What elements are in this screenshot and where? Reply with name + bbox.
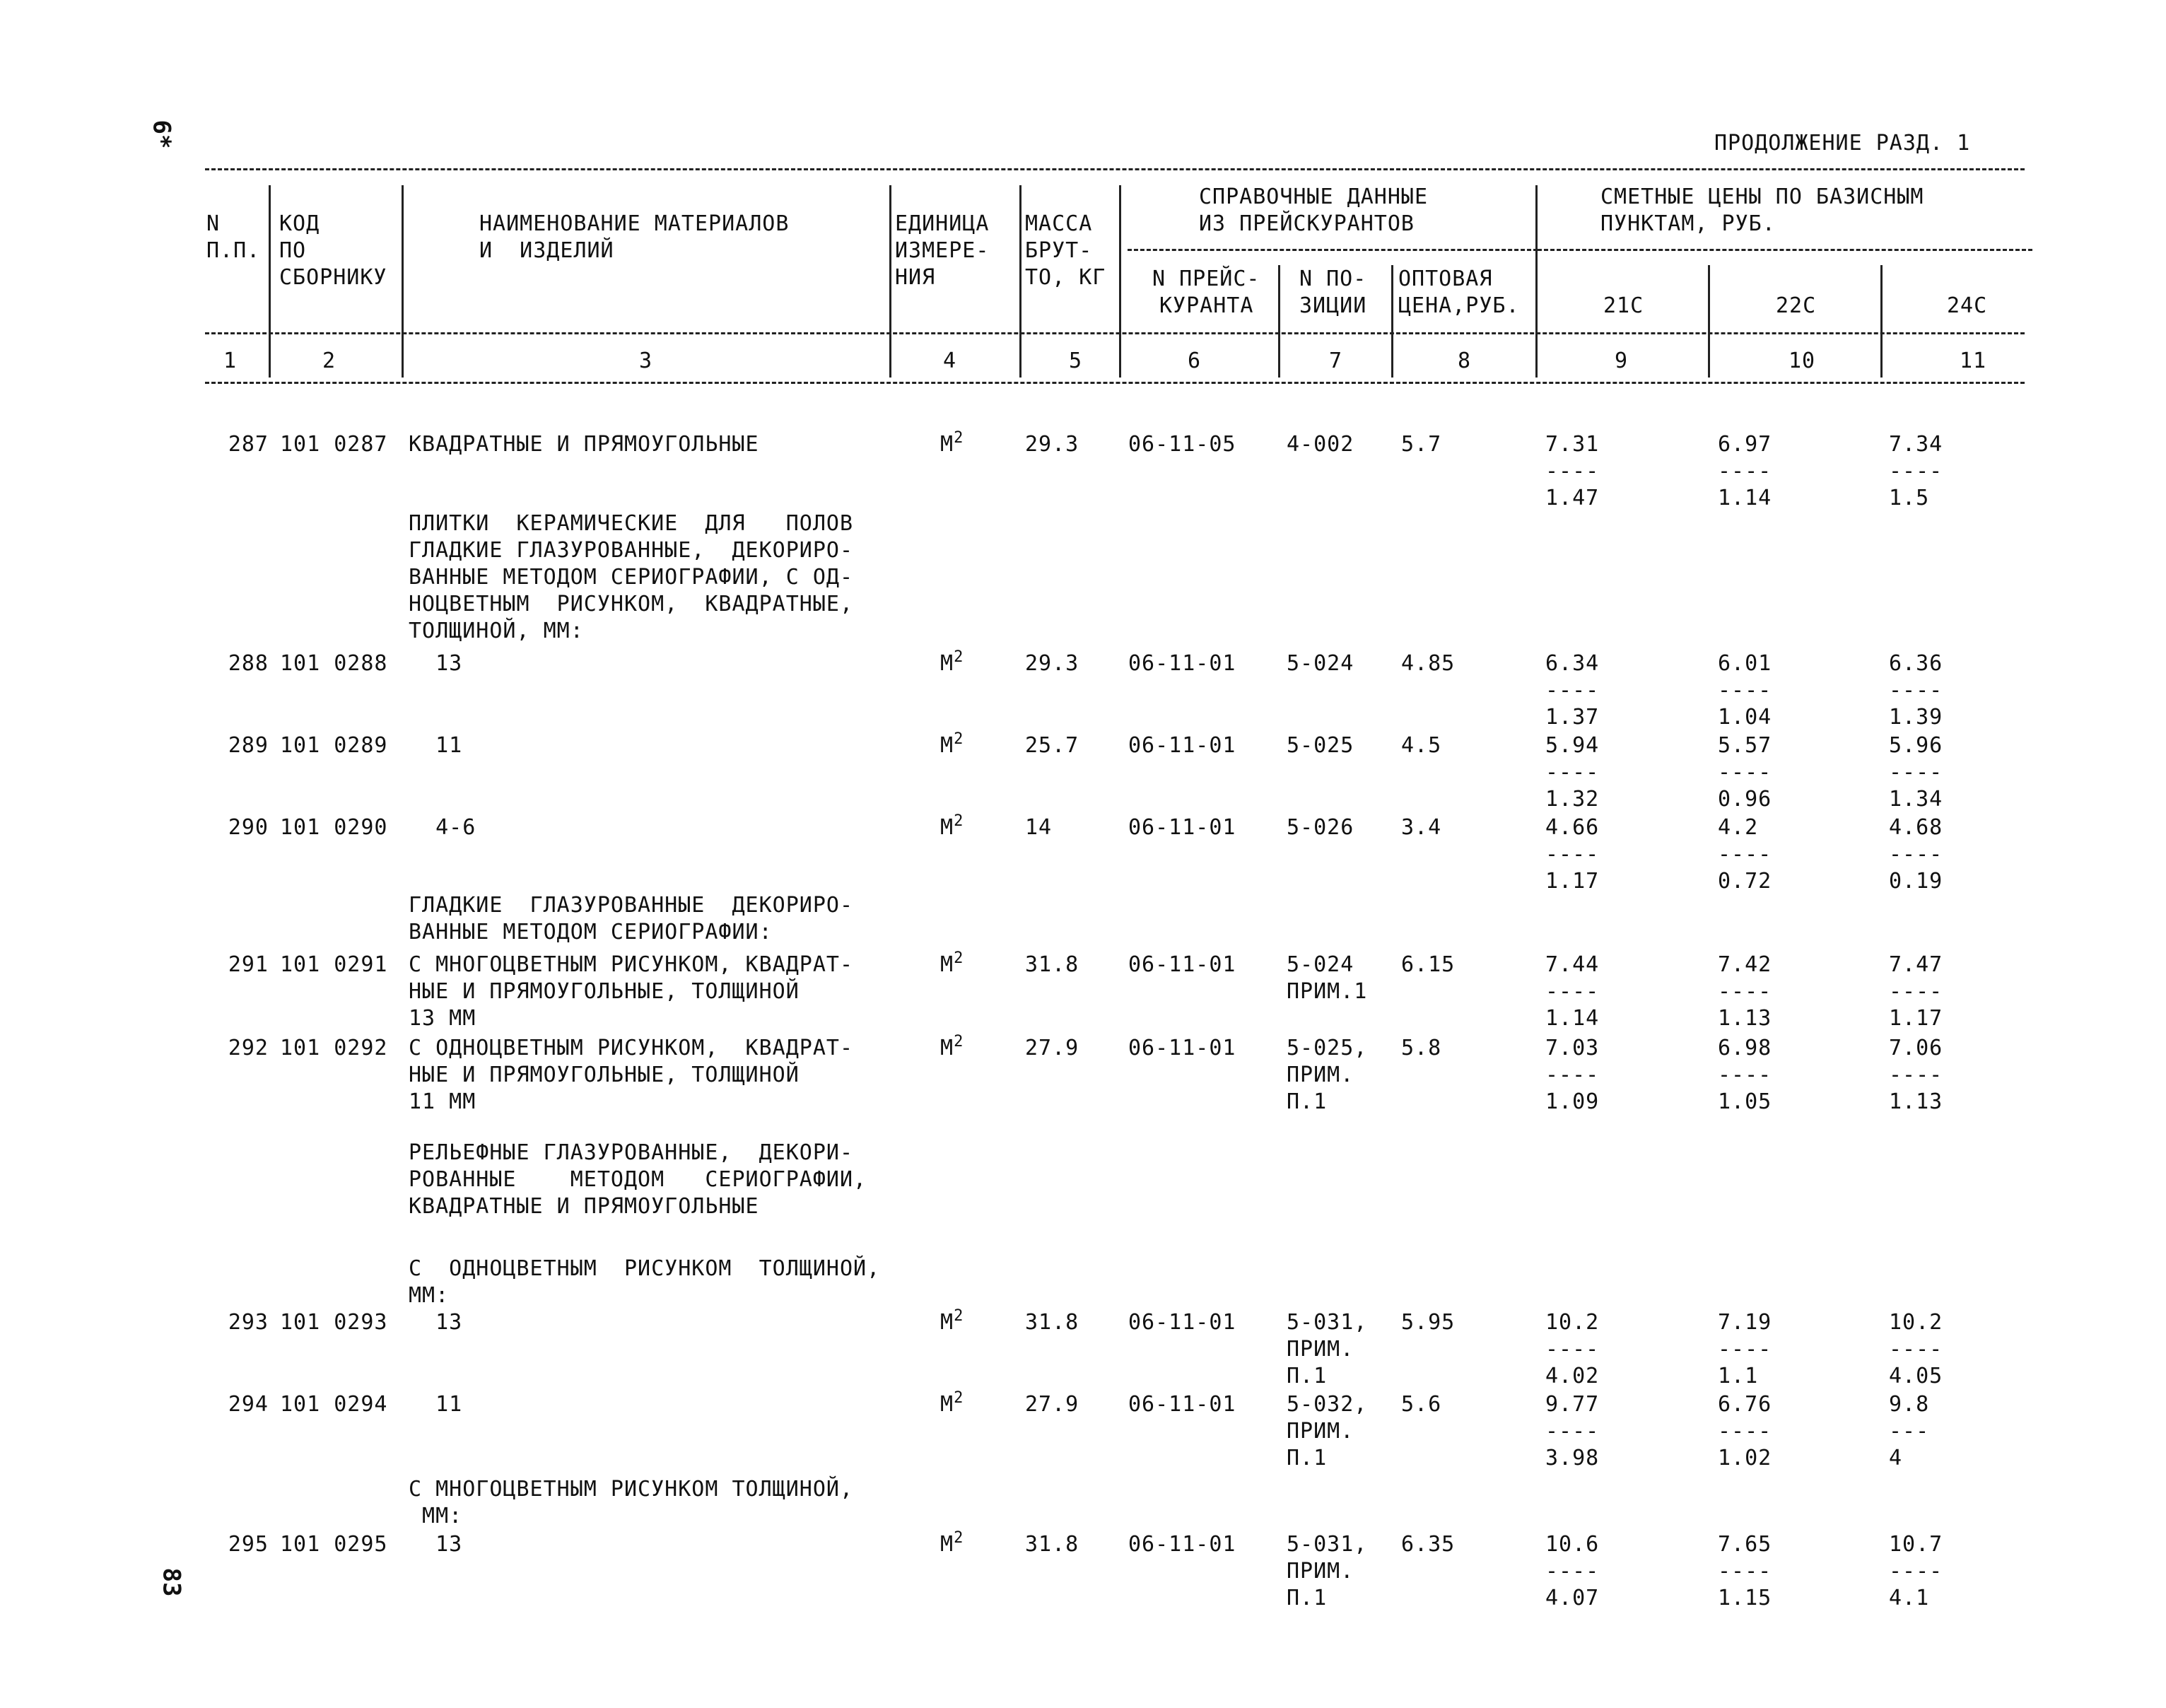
col-number: 6 bbox=[1188, 349, 1202, 373]
row-number: 295 bbox=[228, 1532, 269, 1557]
header-col4-line1: ЕДИНИЦА bbox=[895, 211, 990, 236]
row-name: НЫЕ И ПРЯМОУГОЛЬНЫЕ, ТОЛЩИНОЙ bbox=[409, 1063, 800, 1087]
row-number: 292 bbox=[228, 1036, 269, 1060]
row-price-p22: ---- bbox=[1718, 979, 1772, 1004]
row-name: НЫЕ И ПРЯМОУГОЛЬНЫЕ, ТОЛЩИНОЙ bbox=[409, 979, 800, 1004]
header-divider bbox=[269, 185, 271, 378]
row-price-p22: 6.76 bbox=[1718, 1392, 1772, 1417]
row-code: 101 0295 bbox=[280, 1532, 388, 1557]
row-pricelist-number: 06-11-01 bbox=[1128, 1310, 1236, 1335]
col-number: 8 bbox=[1458, 349, 1472, 373]
row-price-p24: 0.19 bbox=[1889, 869, 1943, 894]
header-col6-line2: КУРАНТА bbox=[1159, 293, 1254, 318]
row-price-p22: ---- bbox=[1718, 760, 1772, 785]
group-note: РЕЛЬЕФНЫЕ ГЛАЗУРОВАННЫЕ, ДЕКОРИ- bbox=[409, 1140, 854, 1165]
row-name: 11 bbox=[409, 1392, 463, 1417]
row-number: 289 bbox=[228, 733, 269, 758]
header-col11: 24С bbox=[1947, 293, 1988, 318]
row-pricelist-number: 06-11-01 bbox=[1128, 952, 1236, 977]
row-pricelist-number: 06-11-01 bbox=[1128, 1392, 1236, 1417]
row-wholesale-price: 6.35 bbox=[1401, 1532, 1456, 1557]
row-price-p21: ---- bbox=[1545, 760, 1600, 785]
row-price-p22: ---- bbox=[1718, 459, 1772, 484]
group2-rule bbox=[1538, 249, 2032, 251]
row-price-p22: 6.01 bbox=[1718, 651, 1772, 676]
row-pricelist-number: 06-11-01 bbox=[1128, 733, 1236, 758]
row-pricelist-number: 06-11-05 bbox=[1128, 432, 1236, 457]
row-price-p24: 4 bbox=[1889, 1446, 1903, 1470]
row-price-p21: 7.44 bbox=[1545, 952, 1600, 977]
row-price-p22: ---- bbox=[1718, 1063, 1772, 1087]
row-name: 11 ММ bbox=[409, 1089, 476, 1114]
row-position: 5-024 bbox=[1287, 651, 1354, 676]
row-price-p24: ---- bbox=[1889, 459, 1943, 484]
row-price-p21: 5.94 bbox=[1545, 733, 1600, 758]
row-price-p22: ---- bbox=[1718, 1559, 1772, 1584]
row-mass: 14 bbox=[1025, 815, 1053, 840]
row-code: 101 0292 bbox=[280, 1036, 388, 1060]
row-price-p21: ---- bbox=[1545, 459, 1600, 484]
row-price-p21: 3.98 bbox=[1545, 1446, 1600, 1470]
row-price-p24: 7.34 bbox=[1889, 432, 1943, 457]
row-price-p21: ---- bbox=[1545, 1559, 1600, 1584]
row-price-p21: 1.47 bbox=[1545, 486, 1600, 510]
row-price-p21: ---- bbox=[1545, 842, 1600, 867]
row-price-p21: ---- bbox=[1545, 678, 1600, 703]
header-top-rule bbox=[205, 168, 2025, 170]
row-price-p21: 1.37 bbox=[1545, 705, 1600, 730]
row-price-p24: ---- bbox=[1889, 1559, 1943, 1584]
group-note: С МНОГОЦВЕТНЫМ РИСУНКОМ ТОЛЩИНОЙ, bbox=[409, 1477, 854, 1502]
row-price-p22: 1.15 bbox=[1718, 1586, 1772, 1610]
row-price-p21: ---- bbox=[1545, 979, 1600, 1004]
row-price-p22: 7.42 bbox=[1718, 952, 1772, 977]
row-price-p24: 4.05 bbox=[1889, 1364, 1943, 1388]
row-mass: 29.3 bbox=[1025, 651, 1079, 676]
row-mass: 31.8 bbox=[1025, 952, 1079, 977]
col-number: 7 bbox=[1329, 349, 1343, 373]
row-price-p22: 6.97 bbox=[1718, 432, 1772, 457]
row-price-p21: 1.32 bbox=[1545, 787, 1600, 812]
row-price-p22: ---- bbox=[1718, 842, 1772, 867]
row-code: 101 0287 bbox=[280, 432, 388, 457]
row-pricelist-number: 06-11-01 bbox=[1128, 1036, 1236, 1060]
row-code: 101 0290 bbox=[280, 815, 388, 840]
row-price-p22: 0.96 bbox=[1718, 787, 1772, 812]
group-note: КВАДРАТНЫЕ И ПРЯМОУГОЛЬНЫЕ bbox=[409, 1194, 759, 1219]
row-pricelist-number: 06-11-01 bbox=[1128, 1532, 1236, 1557]
row-wholesale-price: 5.95 bbox=[1401, 1310, 1456, 1335]
row-wholesale-price: 5.8 bbox=[1401, 1036, 1442, 1060]
row-code: 101 0293 bbox=[280, 1310, 388, 1335]
row-position: ПРИМ. bbox=[1287, 1559, 1354, 1584]
row-name: С ОДНОЦВЕТНЫМ РИСУНКОМ, КВАДРАТ- bbox=[409, 1036, 854, 1060]
header-divider bbox=[1391, 265, 1393, 378]
row-name: С МНОГОЦВЕТНЫМ РИСУНКОМ, КВАДРАТ- bbox=[409, 952, 854, 977]
row-wholesale-price: 5.6 bbox=[1401, 1392, 1442, 1417]
row-name: 13 bbox=[409, 651, 463, 676]
row-wholesale-price: 3.4 bbox=[1401, 815, 1442, 840]
header-col4-line2: ИЗМЕРЕ- bbox=[895, 238, 990, 263]
row-price-p22: 1.02 bbox=[1718, 1446, 1772, 1470]
row-price-p21: 4.02 bbox=[1545, 1364, 1600, 1388]
col-number: 2 bbox=[322, 349, 336, 373]
group-note: ВАННЫЕ МЕТОДОМ СЕРИОГРАФИИ: bbox=[409, 920, 773, 944]
header-col4-line3: НИЯ bbox=[895, 265, 936, 290]
col-number: 10 bbox=[1789, 349, 1816, 373]
row-price-p24: 4.68 bbox=[1889, 815, 1943, 840]
row-position: ПРИМ. bbox=[1287, 1419, 1354, 1444]
row-price-p21: 1.17 bbox=[1545, 869, 1600, 894]
row-price-p24: 1.39 bbox=[1889, 705, 1943, 730]
row-price-p24: ---- bbox=[1889, 1063, 1943, 1087]
row-price-p21: 7.31 bbox=[1545, 432, 1600, 457]
row-number: 287 bbox=[228, 432, 269, 457]
header-col7-line1: N ПО- bbox=[1299, 267, 1367, 291]
row-price-p24: --- bbox=[1889, 1419, 1930, 1444]
row-price-p21: 1.09 bbox=[1545, 1089, 1600, 1114]
row-name: 11 bbox=[409, 733, 463, 758]
group-note: ММ: bbox=[409, 1283, 450, 1308]
row-unit: $М^2$ bbox=[940, 648, 964, 676]
header-col1-line2: П.П. bbox=[206, 238, 261, 263]
row-name: 4-6 bbox=[409, 815, 476, 840]
row-price-p22: 1.1 bbox=[1718, 1364, 1759, 1388]
row-mass: 31.8 bbox=[1025, 1310, 1079, 1335]
row-price-p21: 4.66 bbox=[1545, 815, 1600, 840]
row-position: 5-025, bbox=[1287, 1036, 1368, 1060]
row-price-p24: 10.2 bbox=[1889, 1310, 1943, 1335]
col-number: 1 bbox=[223, 349, 238, 373]
group-note: С ОДНОЦВЕТНЫМ РИСУНКОМ ТОЛЩИНОЙ, bbox=[409, 1256, 881, 1281]
row-price-p24: 10.7 bbox=[1889, 1532, 1943, 1557]
row-number: 291 bbox=[228, 952, 269, 977]
row-price-p21: 6.34 bbox=[1545, 651, 1600, 676]
row-price-p21: 7.03 bbox=[1545, 1036, 1600, 1060]
row-price-p24: 1.13 bbox=[1889, 1089, 1943, 1114]
row-price-p24: ---- bbox=[1889, 842, 1943, 867]
row-pricelist-number: 06-11-01 bbox=[1128, 815, 1236, 840]
row-wholesale-price: 5.7 bbox=[1401, 432, 1442, 457]
row-position: ПРИМ.1 bbox=[1287, 979, 1368, 1004]
row-name: 13 bbox=[409, 1310, 463, 1335]
row-position: П.1 bbox=[1287, 1446, 1328, 1470]
row-price-p22: ---- bbox=[1718, 1337, 1772, 1362]
row-price-p24: 1.17 bbox=[1889, 1006, 1943, 1031]
header-col3-line1: НАИМЕНОВАНИЕ МАТЕРИАЛОВ bbox=[479, 211, 790, 236]
row-position: ПРИМ. bbox=[1287, 1337, 1354, 1362]
row-number: 288 bbox=[228, 651, 269, 676]
header-divider bbox=[1708, 265, 1710, 378]
row-price-p24: 9.8 bbox=[1889, 1392, 1930, 1417]
col-number: 9 bbox=[1615, 349, 1629, 373]
header-col8-line2: ЦЕНА,РУБ. bbox=[1398, 293, 1520, 318]
row-price-p22: 6.98 bbox=[1718, 1036, 1772, 1060]
header-divider bbox=[889, 185, 891, 378]
row-wholesale-price: 4.5 bbox=[1401, 733, 1442, 758]
row-price-p24: ---- bbox=[1889, 979, 1943, 1004]
row-price-p21: ---- bbox=[1545, 1337, 1600, 1362]
row-position: 5-024 bbox=[1287, 952, 1354, 977]
group-note: НОЦВЕТНЫМ РИСУНКОМ, КВАДРАТНЫЕ, bbox=[409, 592, 854, 616]
header-group2-line2: ПУНКТАМ, РУБ. bbox=[1600, 211, 1776, 236]
row-number: 294 bbox=[228, 1392, 269, 1417]
row-position: П.1 bbox=[1287, 1364, 1328, 1388]
row-position: ПРИМ. bbox=[1287, 1063, 1354, 1087]
col-number: 11 bbox=[1960, 349, 1987, 373]
header-group2-line1: СМЕТНЫЕ ЦЕНЫ ПО БАЗИСНЫМ bbox=[1600, 185, 1924, 209]
header-col10: 22С bbox=[1776, 293, 1817, 318]
row-price-p22: 1.13 bbox=[1718, 1006, 1772, 1031]
group-note: ГЛАДКИЕ ГЛАЗУРОВАННЫЕ, ДЕКОРИРО- bbox=[409, 538, 854, 563]
row-price-p24: 7.47 bbox=[1889, 952, 1943, 977]
row-code: 101 0289 bbox=[280, 733, 388, 758]
header-col3-line2: И ИЗДЕЛИЙ bbox=[479, 238, 614, 263]
header-col5-line3: ТО, КГ bbox=[1025, 265, 1106, 290]
row-price-p22: 4.2 bbox=[1718, 815, 1759, 840]
header-mid-rule bbox=[205, 332, 2025, 334]
header-divider bbox=[1119, 185, 1121, 378]
row-mass: 27.9 bbox=[1025, 1392, 1079, 1417]
row-pricelist-number: 06-11-01 bbox=[1128, 651, 1236, 676]
header-group1-line1: СПРАВОЧНЫЕ ДАННЫЕ bbox=[1199, 185, 1429, 209]
row-price-p21: 9.77 bbox=[1545, 1392, 1600, 1417]
group-note: ТОЛЩИНОЙ, ММ: bbox=[409, 619, 584, 643]
section-note: ПРОДОЛЖЕНИЕ РАЗД. 1 bbox=[1714, 131, 1971, 156]
row-price-p24: 4.1 bbox=[1889, 1586, 1930, 1610]
row-unit: $М^2$ bbox=[940, 1033, 964, 1060]
group1-rule bbox=[1128, 249, 1538, 251]
row-unit: $М^2$ bbox=[940, 1389, 964, 1417]
row-wholesale-price: 4.85 bbox=[1401, 651, 1456, 676]
row-position: 5-031, bbox=[1287, 1310, 1368, 1335]
row-price-p21: 1.14 bbox=[1545, 1006, 1600, 1031]
header-divider bbox=[1278, 265, 1280, 378]
row-unit: $М^2$ bbox=[940, 730, 964, 758]
row-price-p22: ---- bbox=[1718, 678, 1772, 703]
header-col2-line1: КОД bbox=[279, 211, 320, 236]
row-code: 101 0291 bbox=[280, 952, 388, 977]
row-price-p24: 1.5 bbox=[1889, 486, 1930, 510]
group-note: ГЛАДКИЕ ГЛАЗУРОВАННЫЕ ДЕКОРИРО- bbox=[409, 893, 854, 918]
row-price-p24: 7.06 bbox=[1889, 1036, 1943, 1060]
col-number: 3 bbox=[639, 349, 653, 373]
row-number: 293 bbox=[228, 1310, 269, 1335]
header-col5-line2: БРУТ- bbox=[1025, 238, 1093, 263]
header-col2-line3: СБОРНИКУ bbox=[279, 265, 387, 290]
row-price-p22: 1.04 bbox=[1718, 705, 1772, 730]
row-mass: 25.7 bbox=[1025, 733, 1079, 758]
row-position: П.1 bbox=[1287, 1089, 1328, 1114]
row-price-p22: 0.72 bbox=[1718, 869, 1772, 894]
row-position: 5-031, bbox=[1287, 1532, 1368, 1557]
row-price-p24: ---- bbox=[1889, 760, 1943, 785]
header-divider bbox=[1880, 265, 1883, 378]
row-number: 290 bbox=[228, 815, 269, 840]
header-col5-line1: МАССА bbox=[1025, 211, 1093, 236]
header-col2-line2: ПО bbox=[279, 238, 307, 263]
header-col1-line1: N bbox=[206, 211, 221, 236]
row-name: 13 ММ bbox=[409, 1006, 476, 1031]
group-note: ПЛИТКИ КЕРАМИЧЕСКИЕ ДЛЯ ПОЛОВ bbox=[409, 511, 854, 536]
row-position: 4-002 bbox=[1287, 432, 1354, 457]
row-price-p24: 6.36 bbox=[1889, 651, 1943, 676]
row-mass: 29.3 bbox=[1025, 432, 1079, 457]
row-price-p21: ---- bbox=[1545, 1063, 1600, 1087]
row-code: 101 0288 bbox=[280, 651, 388, 676]
row-price-p22: 1.14 bbox=[1718, 486, 1772, 510]
header-divider bbox=[1535, 185, 1538, 378]
row-mass: 27.9 bbox=[1025, 1036, 1079, 1060]
group-note: ММ: bbox=[409, 1504, 463, 1528]
row-name: 13 bbox=[409, 1532, 463, 1557]
row-price-p24: ---- bbox=[1889, 678, 1943, 703]
header-bottom-rule bbox=[205, 382, 2025, 384]
row-price-p24: ---- bbox=[1889, 1337, 1943, 1362]
row-position: 5-026 bbox=[1287, 815, 1354, 840]
row-unit: $М^2$ bbox=[940, 1307, 964, 1335]
row-price-p21: ---- bbox=[1545, 1419, 1600, 1444]
row-price-p24: 1.34 bbox=[1889, 787, 1943, 812]
row-unit: $М^2$ bbox=[940, 429, 964, 457]
row-position: 5-025 bbox=[1287, 733, 1354, 758]
group-note: РОВАННЫЕ МЕТОДОМ СЕРИОГРАФИИ, bbox=[409, 1167, 867, 1192]
header-divider bbox=[1019, 185, 1021, 378]
row-price-p22: 7.19 bbox=[1718, 1310, 1772, 1335]
row-position: П.1 bbox=[1287, 1586, 1328, 1610]
row-price-p21: 10.2 bbox=[1545, 1310, 1600, 1335]
row-unit: $М^2$ bbox=[940, 812, 964, 840]
row-price-p21: 10.6 bbox=[1545, 1532, 1600, 1557]
row-price-p24: 5.96 bbox=[1889, 733, 1943, 758]
header-col6-line1: N ПРЕЙС- bbox=[1152, 267, 1260, 291]
side-page-number: 83 bbox=[157, 1567, 186, 1597]
row-position: 5-032, bbox=[1287, 1392, 1368, 1417]
row-mass: 31.8 bbox=[1025, 1532, 1079, 1557]
col-number: 4 bbox=[943, 349, 957, 373]
row-price-p22: 7.65 bbox=[1718, 1532, 1772, 1557]
row-code: 101 0294 bbox=[280, 1392, 388, 1417]
header-col9: 21С bbox=[1603, 293, 1644, 318]
row-wholesale-price: 6.15 bbox=[1401, 952, 1456, 977]
col-number: 5 bbox=[1069, 349, 1083, 373]
side-mark-top: 6* bbox=[147, 119, 176, 149]
row-name: КВАДРАТНЫЕ И ПРЯМОУГОЛЬНЫЕ bbox=[409, 432, 759, 457]
row-price-p22: 5.57 bbox=[1718, 733, 1772, 758]
group-note: ВАННЫЕ МЕТОДОМ СЕРИОГРАФИИ, С ОД- bbox=[409, 565, 854, 590]
header-group1-line2: ИЗ ПРЕЙСКУРАНТОВ bbox=[1199, 211, 1415, 236]
header-divider bbox=[402, 185, 404, 378]
header-col7-line2: ЗИЦИИ bbox=[1299, 293, 1367, 318]
row-unit: $М^2$ bbox=[940, 1529, 964, 1557]
row-unit: $М^2$ bbox=[940, 949, 964, 977]
row-price-p22: ---- bbox=[1718, 1419, 1772, 1444]
row-price-p21: 4.07 bbox=[1545, 1586, 1600, 1610]
header-col8-line1: ОПТОВАЯ bbox=[1398, 267, 1493, 291]
row-price-p22: 1.05 bbox=[1718, 1089, 1772, 1114]
